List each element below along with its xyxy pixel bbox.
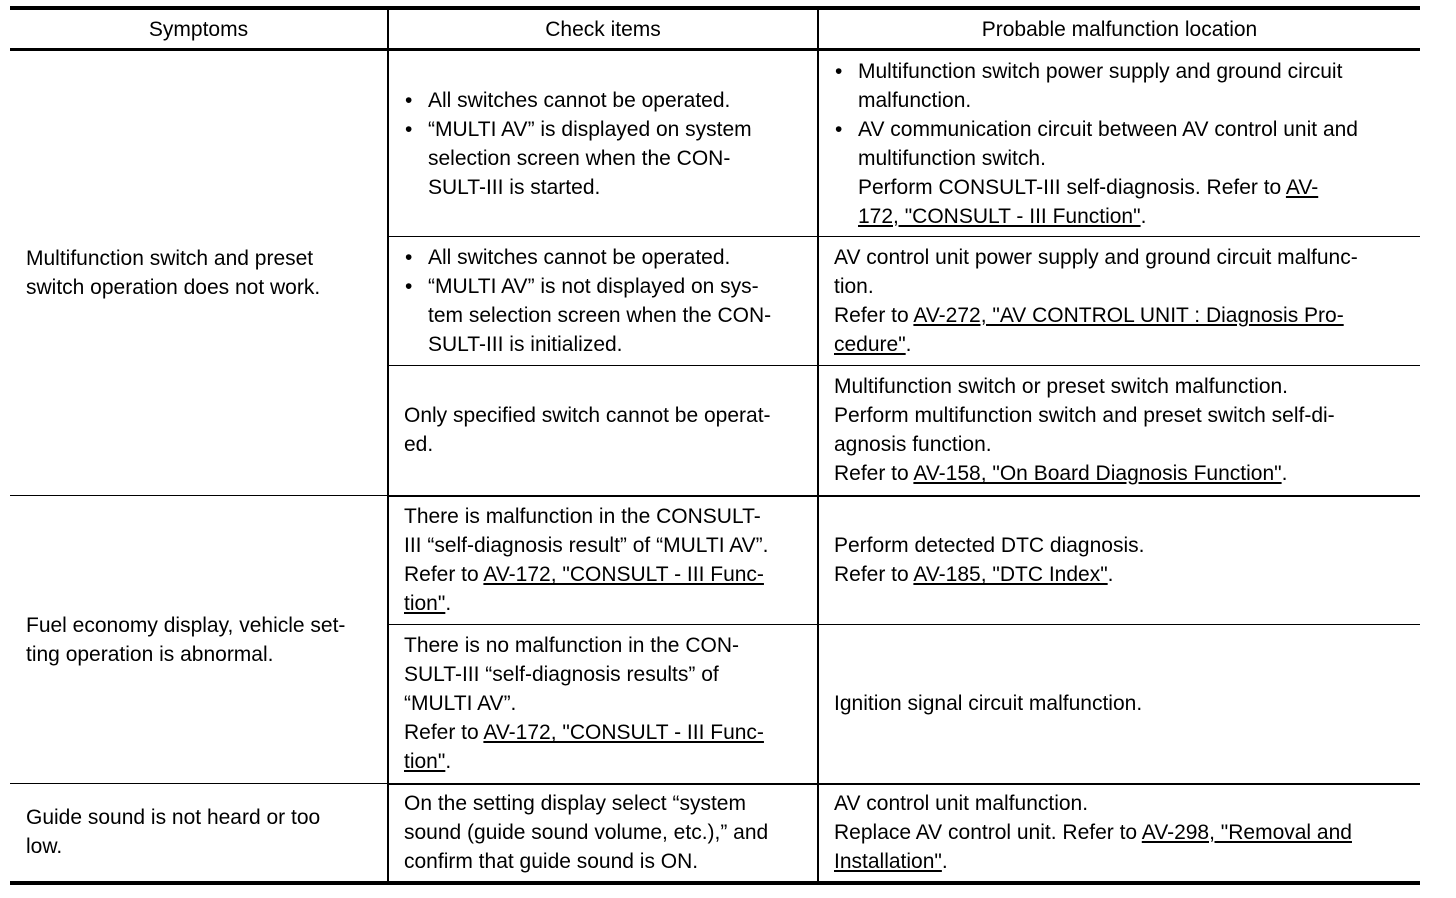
location-text: . xyxy=(941,850,948,873)
consult-function-link-cont[interactable]: tion" xyxy=(404,750,446,774)
location-line xyxy=(834,459,1412,488)
check-line: Only specified switch cannot be operat- xyxy=(404,404,771,428)
check-line: • “MULTI AV” is displayed on system xyxy=(428,117,752,141)
check-line: There is no malfunction in the CON- xyxy=(404,634,739,658)
symptom-line: low. xyxy=(26,835,63,859)
check-line: • All switches cannot be operated. xyxy=(428,246,731,269)
check-bullet xyxy=(404,243,809,272)
dtc-index-link[interactable]: AV-185, "DTC Index" xyxy=(913,563,1108,587)
symptom-cell xyxy=(10,784,388,883)
table-row xyxy=(10,784,1420,883)
consult-function-link[interactable]: AV-172, "CONSULT - III Func- xyxy=(483,721,764,745)
symptom-line: switch operation does not work. xyxy=(26,276,321,299)
diagnosis-table-page xyxy=(10,6,1420,885)
av-control-unit-diagnosis-link-cont[interactable]: cedure" xyxy=(834,333,906,356)
check-cell xyxy=(388,784,818,883)
check-line: ed. xyxy=(404,433,434,457)
consult-function-link[interactable]: AV-172, "CONSULT - III Func- xyxy=(483,563,764,587)
check-line: On the setting display select “system xyxy=(404,792,746,815)
check-line: • “MULTI AV” is not displayed on sys- xyxy=(428,275,759,298)
location-line: multifunction switch. xyxy=(858,146,1046,170)
av-control-unit-diagnosis-link[interactable]: AV-272, "AV CONTROL UNIT : Diagnosis Pro- xyxy=(913,304,1344,327)
location-line xyxy=(858,173,1412,202)
location-text: . xyxy=(905,333,912,356)
check-line: There is malfunction in the CONSULT- xyxy=(404,505,761,529)
location-line: Ignition signal circuit malfunction. xyxy=(834,692,1143,716)
check-line: • All switches cannot be operated. xyxy=(428,88,731,112)
check-line xyxy=(404,560,809,589)
header-check-items: Check items xyxy=(388,8,818,50)
check-text: . xyxy=(445,750,452,774)
on-board-diagnosis-link[interactable]: AV-158, "On Board Diagnosis Function" xyxy=(913,462,1282,486)
check-text: Refer to xyxy=(404,721,484,745)
header-location: Probable malfunction location xyxy=(818,8,1420,50)
symptom-line: ting operation is abnormal. xyxy=(26,642,274,666)
check-bullet xyxy=(404,115,809,202)
symptom-cell xyxy=(10,496,388,784)
location-cell xyxy=(818,784,1420,883)
location-line xyxy=(834,330,1412,359)
check-line xyxy=(404,718,809,747)
check-line: SULT-III is started. xyxy=(428,175,601,199)
check-line: SULT-III is initialized. xyxy=(428,333,623,356)
consult-function-link[interactable]: AV- xyxy=(1285,175,1319,199)
location-bullet xyxy=(834,57,1412,115)
location-line: Multifunction switch or preset switch malfunction. xyxy=(834,375,1289,399)
check-line: III “self-diagnosis result” of “MULTI AV”. xyxy=(404,534,769,558)
check-cell xyxy=(388,237,818,366)
table-row xyxy=(10,50,1420,237)
check-bullet-list xyxy=(404,86,809,202)
location-text: Replace AV control unit. Refer to xyxy=(834,821,1142,844)
check-bullet xyxy=(404,86,809,115)
symptom-table xyxy=(10,6,1420,885)
symptom-line: Guide sound is not heard or too xyxy=(26,806,321,830)
location-cell xyxy=(818,496,1420,625)
location-cell xyxy=(818,366,1420,496)
location-text: Refer to xyxy=(834,563,914,587)
location-cell xyxy=(818,237,1420,366)
location-line xyxy=(834,560,1412,589)
location-text: Perform CONSULT-III self-diagnosis. Refer to xyxy=(858,175,1286,199)
check-line xyxy=(404,747,809,776)
removal-installation-link[interactable]: AV-298, "Removal and xyxy=(1141,821,1352,844)
location-line xyxy=(834,847,1412,876)
location-text: . xyxy=(1107,563,1114,587)
location-text: . xyxy=(1140,204,1147,228)
location-text: Refer to xyxy=(834,462,914,486)
header-row xyxy=(10,8,1420,50)
location-line: • AV communication circuit between AV control unit and xyxy=(858,117,1358,141)
location-bullet-list xyxy=(834,57,1412,231)
symptom-line: Multifunction switch and preset xyxy=(26,247,314,270)
check-line: “MULTI AV”. xyxy=(404,692,517,716)
check-line: selection screen when the CON- xyxy=(428,146,731,170)
check-line: SULT-III “self-diagnosis results” of xyxy=(404,663,719,687)
location-line xyxy=(834,818,1412,847)
check-text: . xyxy=(445,592,452,616)
location-cell xyxy=(818,50,1420,237)
check-text: Refer to xyxy=(404,563,484,587)
location-line: • Multifunction switch power supply and ground circuit xyxy=(858,59,1343,83)
removal-installation-link-cont[interactable]: Installation" xyxy=(834,850,942,873)
check-cell xyxy=(388,50,818,237)
location-line xyxy=(858,202,1412,231)
check-cell xyxy=(388,625,818,784)
check-cell xyxy=(388,496,818,625)
location-line: tion. xyxy=(834,275,874,298)
check-bullet xyxy=(404,272,809,359)
location-bullet xyxy=(834,115,1412,231)
check-line: confirm that guide sound is ON. xyxy=(404,850,699,873)
symptom-cell xyxy=(10,50,388,496)
consult-function-link-cont[interactable]: tion" xyxy=(404,592,446,616)
check-line: tem selection screen when the CON- xyxy=(428,304,772,327)
location-line: agnosis function. xyxy=(834,433,992,457)
location-line: malfunction. xyxy=(858,88,972,112)
check-cell xyxy=(388,366,818,496)
table-row xyxy=(10,496,1420,625)
location-text: Refer to xyxy=(834,304,914,327)
location-line: Perform multifunction switch and preset switch self-di- xyxy=(834,404,1335,428)
header-symptoms: Symptoms xyxy=(10,8,388,50)
check-bullet-list xyxy=(404,243,809,359)
location-line xyxy=(834,301,1412,330)
location-line: AV control unit malfunction. xyxy=(834,792,1089,815)
symptom-line: Fuel economy display, vehicle set- xyxy=(26,613,346,637)
location-text: . xyxy=(1281,462,1288,486)
location-line: Perform detected DTC diagnosis. xyxy=(834,534,1145,558)
check-line: sound (guide sound volume, etc.),” and xyxy=(404,821,769,844)
location-line: AV control unit power supply and ground circuit malfunc- xyxy=(834,246,1358,269)
consult-function-link-cont[interactable]: 172, "CONSULT - III Function" xyxy=(858,204,1141,228)
check-line xyxy=(404,589,809,618)
location-cell xyxy=(818,625,1420,784)
